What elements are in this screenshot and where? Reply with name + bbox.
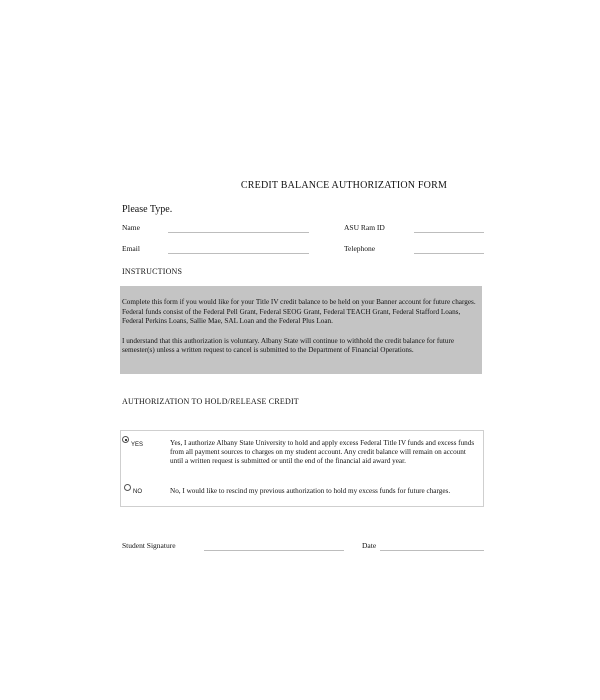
asu-ram-id-label: ASU Ram ID xyxy=(344,223,385,232)
form-title: CREDIT BALANCE AUTHORIZATION FORM xyxy=(240,180,448,191)
yes-label: YES xyxy=(131,442,144,448)
yes-radio[interactable] xyxy=(122,436,129,443)
no-label: NO xyxy=(133,489,142,495)
name-field[interactable] xyxy=(168,232,309,233)
date-label: Date xyxy=(362,541,377,550)
instructions-box xyxy=(120,286,482,374)
please-type-label: Please Type. xyxy=(122,204,173,215)
name-label: Name xyxy=(122,223,140,232)
no-option-text: No, I would like to rescind my previous authorization to hold my excess funds for future charges. xyxy=(170,487,451,495)
instructions-paragraph-2: I understand that this authorization is voluntary. Albany State will continue to withhold the credit balance for future semester(s) unless a written request to cancel is submitted to the Department of Financial Operations. xyxy=(122,336,455,355)
student-signature-field[interactable] xyxy=(204,550,344,551)
student-signature-label: Student Signature xyxy=(122,541,176,550)
telephone-label: Telephone xyxy=(344,244,376,253)
asu-ram-id-field[interactable] xyxy=(414,232,484,233)
no-radio[interactable] xyxy=(124,484,131,491)
authorization-heading: AUTHORIZATION TO HOLD/RELEASE CREDIT xyxy=(122,397,299,406)
yes-option-text: Yes, I authorize Albany State University to hold and apply excess Federal Title IV funds and excess funds from all payment sources to charges on my student account. Any credit balance will remain on account until a written request is submitted or until the end of the financial aid award year. xyxy=(170,439,475,465)
instructions-paragraph-1: Complete this form if you would like for your Title IV credit balance to be held on your Banner account for future charges. Federal funds consist of the Federal Pell Grant, Federal SEOG Grant, Federal TEACH Grant, Federal Stafford Loans, Federal Perkins Loans, Sallie Mae, SAL Loan and the Federal Plus Loan. xyxy=(122,298,476,326)
email-label: Email xyxy=(122,244,140,253)
date-field[interactable] xyxy=(380,550,484,551)
email-field[interactable] xyxy=(168,253,309,254)
telephone-field[interactable] xyxy=(414,253,484,254)
instructions-heading: INSTRUCTIONS xyxy=(122,267,183,276)
